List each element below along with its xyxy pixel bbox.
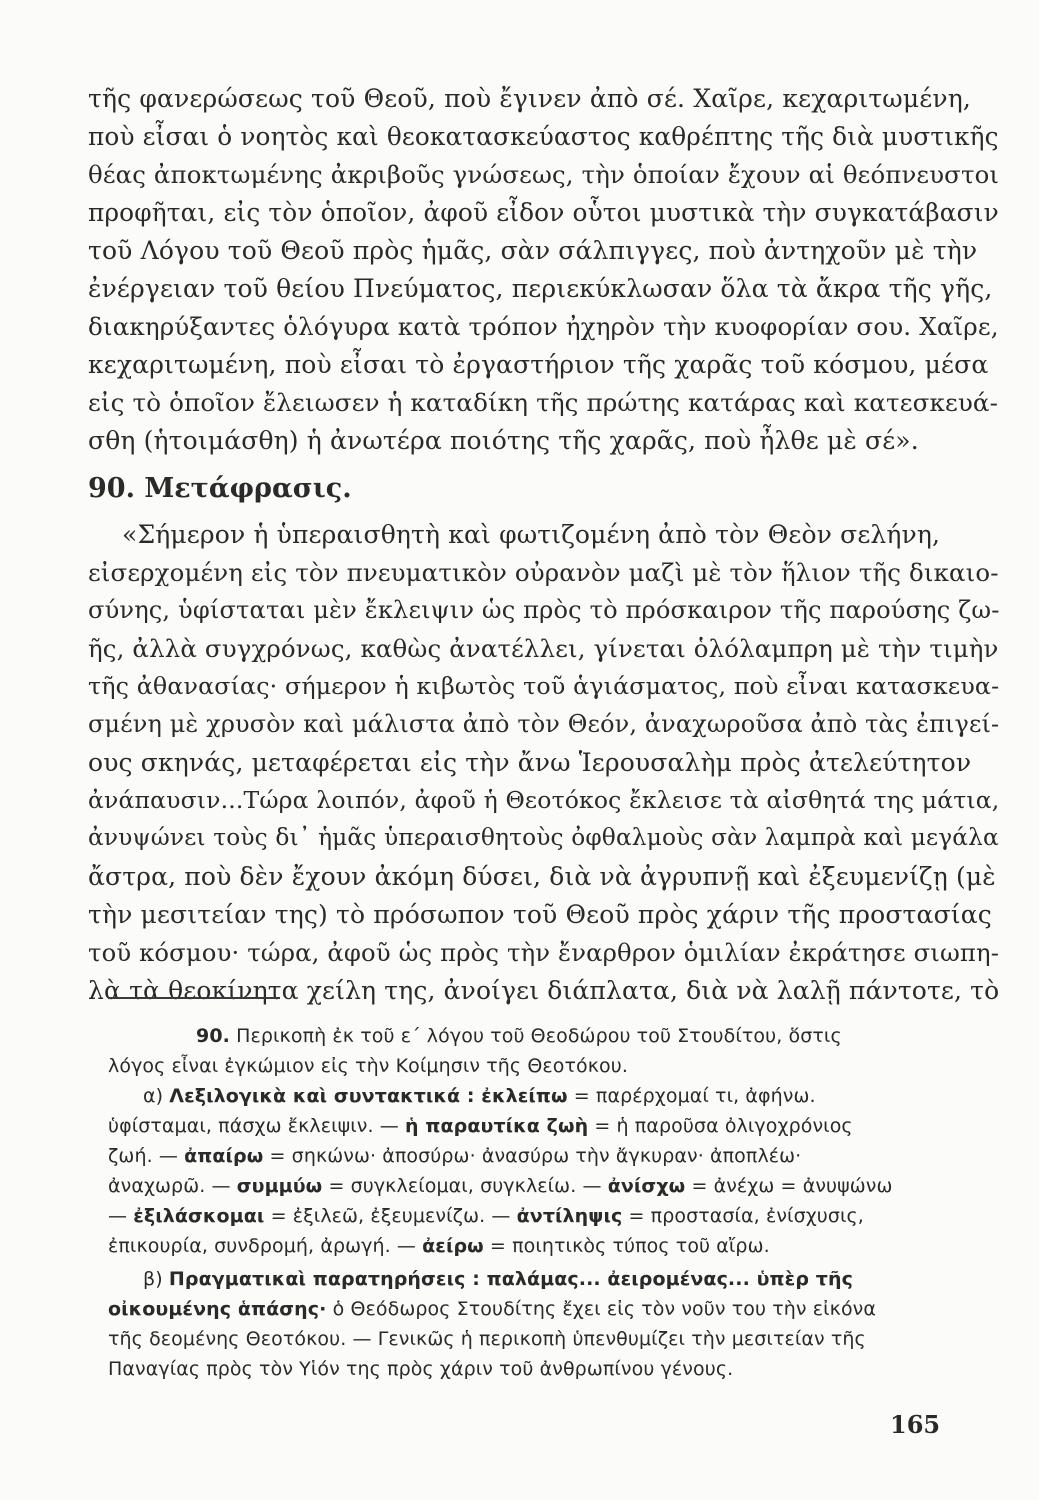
text-line: ἐνέργειαν τοῦ θείου Πνεύματος, περιεκύκλωσαν ὅλα τὰ ἄκρα τῆς γῆς, <box>88 274 993 303</box>
text-line: σθη (ἡτοιμάσθη) ἡ ἀνωτέρα ποιότης τῆς χαρᾶς, ποὺ ἦλθε μὲ σέ». <box>88 426 919 455</box>
footnote-term: οἰκουμένης ἁπάσης· <box>108 1298 327 1320</box>
text-line: κεχαριτωμένη, ποὺ εἶσαι τὸ ἐργαστήριον τῆς χαρᾶς τοῦ κόσμου, μέσα <box>88 350 989 379</box>
text-line: προφῆται, εἰς τὸν ὁποῖον, ἀφοῦ εἶδον οὗτοι μυστικὰ τὴν συγκατάβασιν <box>88 198 999 227</box>
text-line: «Σήμερον ἡ ὑπεραισθητὴ καὶ φωτιζομένη ἀπὸ τὸν Θεὸν σελήνη, <box>122 520 941 549</box>
footnote-term: ἐξιλάσκομαι <box>133 1205 265 1227</box>
footnote-line: τῆς δεομένης Θεοτόκου. — Γενικῶς ἡ περικοπὴ ὑπενθυμίζει τὴν μεσιτείαν τῆς <box>108 1328 866 1350</box>
footnote-line <box>143 1085 816 1107</box>
footnote-text: = ἐξιλεῶ, ἐξευμενίζω. — <box>270 1205 511 1227</box>
text-line: σμένη μὲ χρυσὸν καὶ μάλιστα ἀπὸ τὸν Θεόν, ἀναχωροῦσα ἀπὸ τὰς ἐπιγεί- <box>88 710 1000 738</box>
footnote-term: Λεξιλογικὰ καὶ συντακτικά : ἐκλείπω <box>169 1085 568 1107</box>
footnote-text: = συγκλείομαι, συγκλείω. — <box>328 1175 602 1197</box>
text-line: εἰς τὸ ὁποῖον ἔλειωσεν ἡ καταδίκη τῆς πρώτης κατάρας καὶ κατεσκευά- <box>88 388 999 417</box>
footnote-line <box>108 1298 876 1320</box>
footnote-line <box>108 1205 864 1227</box>
text-line: τῆς φανερώσεως τοῦ Θεοῦ, ποὺ ἔγινεν ἀπὸ σέ. Χαῖρε, κεχαριτωμένη, <box>88 84 971 113</box>
footnote-text: ὁ Θεόδωρος Στουδίτης ἔχει εἰς τὸν νοῦν του τὴν εἰκόνα <box>332 1298 877 1320</box>
text-line: λὰ τὰ θεοκίνητα χείλη της, ἀνοίγει διάπλατα, διὰ νὰ λαλῇ πάντοτε, τὸ <box>88 976 1000 1005</box>
footnote-divider <box>108 997 280 999</box>
text-line: ῆς, ἀλλὰ συγχρόνως, καθὼς ἀνατέλλει, γίνεται ὁλόλαμπρη μὲ τὴν τιμὴν <box>88 634 999 663</box>
footnote-line <box>108 1175 893 1197</box>
text-line: εἰσερχομένη εἰς τὸν πνευματικὸν οὐρανὸν μαζὶ μὲ τὸν ἥλιον τῆς δικαιο- <box>88 558 999 587</box>
text-line: διακηρύξαντες ὁλόγυρα κατὰ τρόπον ἠχηρὸν τὴν κυοφορίαν σου. Χαῖρε, <box>88 312 999 341</box>
footnote-text: = ποιητικὸς τύπος τοῦ αἴρω. <box>489 1235 770 1257</box>
footnote-text: ὑφίσταμαι, πάσχω ἔκλειψιν. — <box>108 1115 399 1137</box>
footnote-label: α) <box>143 1085 164 1107</box>
footnote-term: Πραγματικαὶ παρατηρήσεις : παλάμας... ἀειρομένας... ὑπὲρ τῆς <box>168 1268 853 1290</box>
footnote-number: 90. <box>196 1025 230 1047</box>
footnote-label: β) <box>143 1268 163 1290</box>
text-line: τὴν μεσιτείαν της) τὸ πρόσωπον τοῦ Θεοῦ πρὸς χάριν τῆς προστασίας <box>88 900 992 929</box>
footnote-term: ἀείρω <box>422 1235 484 1257</box>
footnote-line <box>196 1025 842 1047</box>
footnote-term: ἀπαίρω <box>184 1145 264 1167</box>
footnote-text: ἐπικουρία, συνδρομή, ἀρωγή. — <box>108 1235 416 1257</box>
footnote-text: = προστασία, ἐνίσχυσις, <box>628 1205 864 1227</box>
footnote-text: ἀναχωρῶ. — <box>108 1175 231 1197</box>
text-line: θέας ἀποκτωμένης ἀκριβοῦς γνώσεως, τὴν ὁποίαν ἔχουν αἱ θεόπνευστοι <box>88 160 1000 189</box>
footnote-line <box>108 1235 770 1257</box>
text-line: τῆς ἀθανασίας· σήμερον ἡ κιβωτὸς τοῦ ἁγιάσματος, ποὺ εἶναι κατασκευα- <box>88 672 1000 700</box>
text-line: τοῦ κόσμου· τώρα, ἀφοῦ ὡς πρὸς τὴν ἔναρθρον ὁμιλίαν ἐκράτησε σιωπη- <box>88 938 1000 967</box>
footnote-line <box>108 1115 853 1137</box>
text-line: ἀνάπαυσιν...Τώρα λοιπόν, ἀφοῦ ἡ Θεοτόκος ἔκλεισε τὰ αἰσθητά της μάτια, <box>88 786 1000 814</box>
footnote-text: — <box>108 1205 128 1227</box>
footnote-text: ζωή. — <box>108 1145 178 1167</box>
footnote-text: Περικοπὴ ἐκ τοῦ ε΄ λόγου τοῦ Θεοδώρου τοῦ Στουδίτου, ὅστις <box>236 1025 842 1047</box>
text-line: ποὺ εἶσαι ὁ νοητὸς καὶ θεοκατασκεύαστος καθρέπτης τῆς διὰ μυστικῆς <box>88 122 999 151</box>
footnote-term: συμμύω <box>236 1175 323 1197</box>
footnote-line <box>143 1268 853 1290</box>
text-line: ους σκηνάς, μεταφέρεται εἰς τὴν ἄνω Ἱερουσαλὴμ πρὸς ἀτελεύτητον <box>88 748 972 777</box>
footnote-text: = ἡ παροῦσα ὀλιγοχρόνιος <box>594 1115 853 1137</box>
text-line: σύνης, ὑφίσταται μὲν ἔκλειψιν ὡς πρὸς τὸ πρόσκαιρον τῆς παρούσης ζω- <box>88 596 1000 624</box>
footnote-term: ἀνίσχω <box>607 1175 686 1197</box>
section-heading: 90. Μετάφρασις. <box>88 473 352 504</box>
footnote-line: Παναγίας πρὸς τὸν Υἱόν της πρὸς χάριν τοῦ ἀνθρωπίνου γένους. <box>108 1358 734 1380</box>
footnote-term: ἀντίληψις <box>516 1205 623 1227</box>
footnote-text: = παρέρχομαί τι, ἀφήνω. <box>573 1085 816 1107</box>
page-number: 165 <box>890 1410 941 1439</box>
footnote-text: = σηκώνω· ἀποσύρω· ἀνασύρω τὴν ἄγκυραν· ἀποπλέω· <box>269 1145 802 1167</box>
footnote-line <box>108 1145 801 1167</box>
footnote-text: = ἀνέχω = ἀνυψώνω <box>691 1175 893 1197</box>
text-line: τοῦ Λόγου τοῦ Θεοῦ πρὸς ἡμᾶς, σὰν σάλπιγγες, ποὺ ἀντηχοῦν μὲ τὴν <box>88 236 978 265</box>
text-line: ἀνυψώνει τοὺς δι᾽ ἡμᾶς ὑπεραισθητοὺς ὀφθαλμοὺς σὰν λαμπρὰ καὶ μεγάλα <box>88 824 999 851</box>
text-line: ἄστρα, ποὺ δὲν ἔχουν ἀκόμη δύσει, διὰ νὰ ἀγρυπνῇ καὶ ἐξευμενίζῃ (μὲ <box>88 862 996 891</box>
footnote-term: ἡ παραυτίκα ζωὴ <box>405 1115 589 1137</box>
footnote-line: λόγος εἶναι ἐγκώμιον εἰς τὴν Κοίμησιν τῆς Θεοτόκου. <box>108 1055 628 1077</box>
